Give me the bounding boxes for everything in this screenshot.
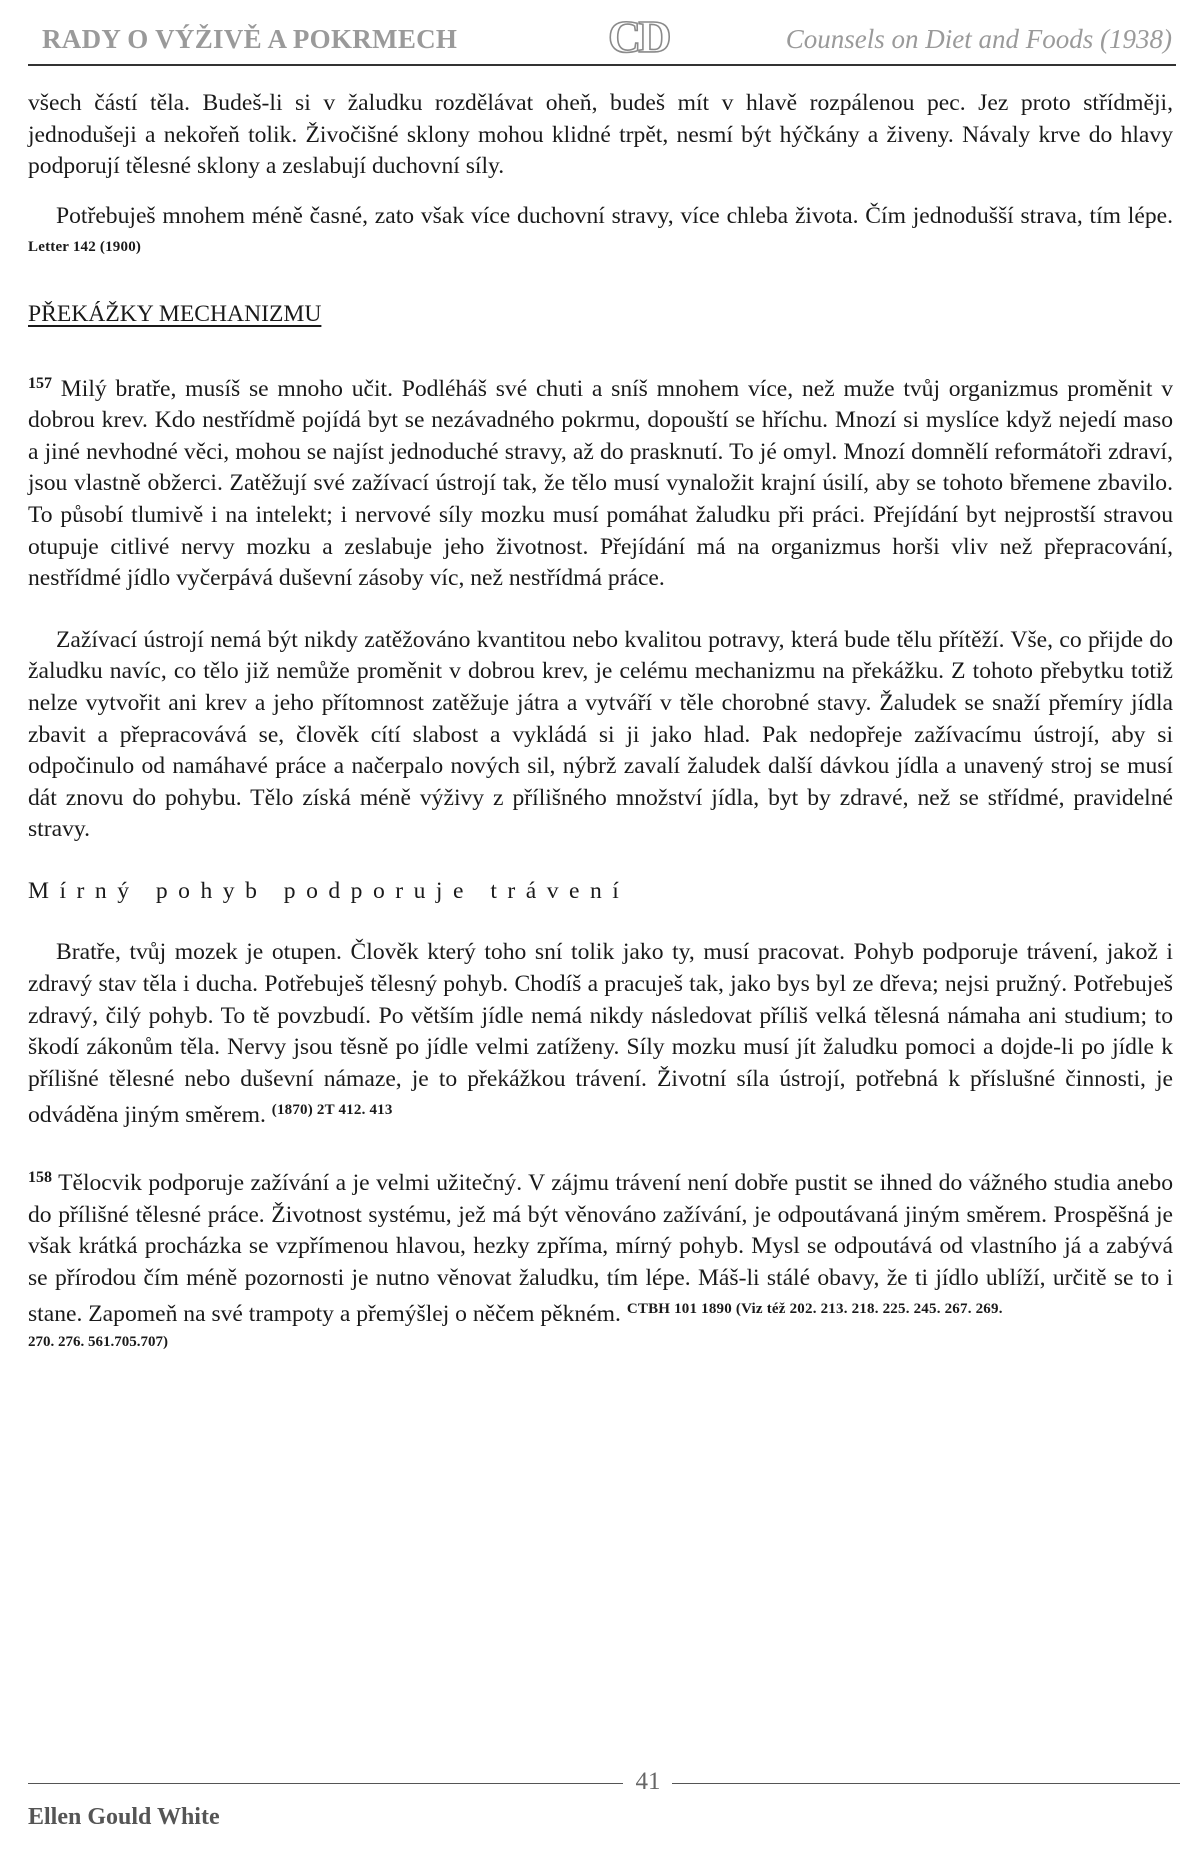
header-divider xyxy=(28,64,1176,66)
book-logo: CD xyxy=(608,11,669,62)
paragraph-text: Milý bratře, musíš se mnoho učit. Podléháš své chuti a sníš mnohem více, než muže tvůj organizmus proměnit v dobrou krev. Kdo nestřídmě pojídá byt se nezávadného pokrmu, dopouští se hříchu. Mnozí si myslíce když nejedí maso a jiné nevhodné věci, mohou se najíst jednoduché stravy, až do prasknutí. To jé omyl. Mnozí domnělí reformátoři zdraví, jsou vlastně obžerci. Zatěžují své zažívací ústrojí tak, že tělo musí vynaložit krajní úsilí, aby se tohoto břemene zbavilo. To působí tlumivě i na intelekt; i nervové síly mozku musí pomáhat žaludku při práci. Přejídání byt nejprostší stravou otupuje citlivé nervy mozku a zeslabuje jeho životnost. Přejídání má na organizmus horši vliv než přepracování, nestřídmé jídlo vyčerpává duševní zásoby víc, než nestřídmá práce. xyxy=(28,375,1173,592)
footer-author: Ellen Gould White xyxy=(28,1804,220,1830)
paragraph: Zažívací ústrojí nemá být nikdy zatěžováno kvantitou nebo kvalitou potravy, která bude tělu přítěží. Vše, co přijde do žaludku navíc, co tělo již nemůže proměnit v dobrou krev, je celému mechanizmu na překážku. Z tohoto přebytku totiž nelze vytvořit ani krev a jeho přítomnost zatěžuje játra a vytváří v těle chorobné stavy. Žaludek se snaží přemíry jídla zbavit a přepracovává se, člověk cítí slabost a vykládá si ji jako hlad. Pak nedopřeje zažívacímu ústrojí, aby si odpočinulo od namáhavé práce a načerpalo nových sil, nýbrž zavalí žaludek další dávkou jídla a unavený stroj se musí dát znovu do pohybu. Tělo získá méně výživy z přílišného množství jídla, byt by zdravé, než se střídmé, pravidelné stravy. xyxy=(28,626,1173,843)
footer-divider-left xyxy=(28,1783,623,1784)
paragraph xyxy=(28,937,1173,1132)
source-reference-continued: 270. 276. 561.705.707) xyxy=(28,1334,168,1350)
paragraph-text: Potřebuješ mnohem méně časné, zato však více duchovní stravy, více chleba života. Čím jednodušší strava, tím lépe. xyxy=(56,202,1173,229)
header-title-english: Counsels on Diet and Foods (1938) xyxy=(785,24,1172,54)
paragraph-continued: všech částí těla. Budeš-li si v žaludku rozdělávat oheň, budeš mít v hlavě rozpálenou pec. Jez proto střídměji, jednodušeji a nekořeň tolik. Živočišné sklony mohou klidné trpět, nesmí být hýčkány a živeny. Návaly krve do hlavy podporují tělesné sklony a zeslabují duchovní síly. xyxy=(28,90,1173,180)
paragraph-number: 157 xyxy=(28,374,52,392)
header-title-czech: RADY O VÝŽIVĚ A POKRMECH xyxy=(42,24,458,54)
source-reference: Letter 142 (1900) xyxy=(28,239,142,256)
page-body xyxy=(28,88,1173,1353)
numbered-paragraph xyxy=(28,1162,1173,1331)
paragraph-text: Bratře, tvůj mozek je otupen. Člověk který toho sní tolik jako ty, musí pracovat. Pohyb podporuje trávení, jakož i zdravý stav těla i ducha. Potřebuješ tělesný pohyb. Chodíš a pracuješ tak, jako bys byl ze dřeva; nejsi pružný. Potřebuješ zdravý, čilý pohyb. To tě povzbudí. Po větším jídle nemá nikdy následovat příliš velká tělesná námaha ani studium; to škodí zákonům těla. Nervy jsou těsně po jídle velmi zatíženy. Síly mozku musí jít žaludku pomoci a dojde-li po jídle k přílišné tělesné nebo duševní námaze, je to překážkou trávení. Životní síla ústrojí, potřebná k příslušné činnosti, je odváděna jiným směrem. xyxy=(28,939,1173,1129)
subsection-heading: Mírný pohyb podporuje trávení xyxy=(28,877,630,904)
source-reference: (1870) 2T 412. 413 xyxy=(271,1102,393,1119)
paragraph-text: Tělocvik podporuje zažívání a je velmi užitečný. V zájmu trávení není dobře pustit se ihned do vážného studia anebo do přílišné tělesné práce. Životnost systému, jež má být věnováno zažívání, je odpoutávaná jiným směrem. Prospěšná je však krátká procházka se vzpřímenou hlavou, hezky zpříma, mírný pohyb. Mysl se odpoutává od vlastního já a zabývá se přírodou čím méně pozornosti je nutno věnovat žaludku, tím lépe. Máš-li stálé obavy, že ti jídlo ublíží, určitě se to i stane. Zapomeň na své trampoty a přemýšlej o něčem pěkném. xyxy=(28,1170,1173,1328)
numbered-paragraph xyxy=(28,368,1173,595)
paragraph xyxy=(28,201,1173,269)
source-reference: CTBH 101 1890 (Viz též 202. 213. 218. 225. 245. 267. 269. xyxy=(626,1301,1003,1318)
section-heading: PŘEKÁŽKY MECHANIZMU xyxy=(28,300,322,327)
footer-divider-right xyxy=(672,1783,1180,1784)
page-header xyxy=(28,10,1176,60)
page-number: 41 xyxy=(635,1768,661,1795)
paragraph-number: 158 xyxy=(28,1169,52,1187)
